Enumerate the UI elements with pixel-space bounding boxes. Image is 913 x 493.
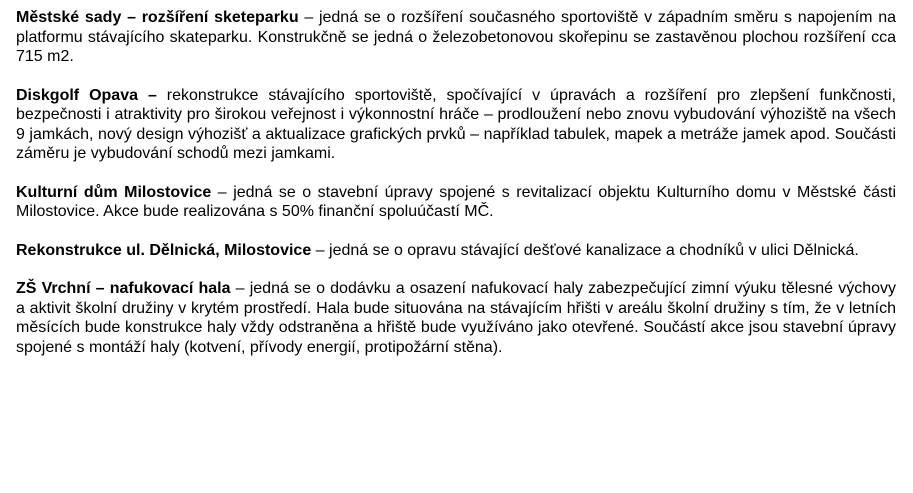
paragraph-text: – jedná se o opravu stávající dešťové kanalizace a chodníků v ulici Dělnická. (311, 241, 859, 259)
paragraph-title: Diskgolf Opava – (16, 86, 157, 104)
paragraph-text: – jedná se o stavební úpravy spojené s revitalizací objektu Kulturního domu v Městské části Milostovice. Akce bude realizována s 50% finanční spoluúčastí MČ. (16, 183, 896, 220)
paragraph-skatepark (16, 8, 896, 67)
document-body (16, 8, 896, 376)
paragraph-title: Rekonstrukce ul. Dělnická, Milostovice (16, 241, 312, 259)
paragraph-zs-vrchni (16, 279, 896, 357)
paragraph-text: – jedná se o dodávku a osazení nafukovací haly zabezpečující zimní výuku tělesné výchovy a aktivit školní družiny v krytém prostředí. Hala bude situována na stávajícím hřišti v areálu školní družiny s tím, že v letních měsících bude konstrukce haly vždy odstraněna a hřiště bude využíváno jako otevřené. Součástí akce jsou stavební úpravy spojené s montáží haly (kotvení, přívody energií, protipožární stěna). (16, 280, 896, 356)
paragraph-title: Městské sady – rozšíření sketeparku (16, 9, 299, 26)
paragraph-kulturni-dum (16, 183, 896, 222)
paragraph-delnicka (16, 241, 896, 261)
paragraph-text: rekonstrukce stávajícího sportoviště, spočívající v úpravách a rozšíření pro zlepšení funkčnosti, bezpečnosti i atraktivity pro širokou veřejnost i výkonnostní hráče – prodloužení nebo znovu vybudování výhoziště na všech 9 jamkách, nový design výhozišť a aktualizace grafických prvků – například tabulek, mapek a metráže jamek apod. Součásti záměru je vybudování schodů mezi jamkami. (16, 86, 896, 162)
paragraph-text: – jedná se o rozšíření současného sportoviště v západním směru s napojením na platformu stávajícího skateparku. Konstrukčně se jedná o železobetonovou skořepinu se zastavěnou plochou rozšíření cca 715 m2. (16, 9, 897, 65)
paragraph-title: ZŠ Vrchní – nafukovací hala (16, 280, 231, 297)
paragraph-title: Kulturní dům Milostovice (16, 183, 212, 201)
paragraph-diskgolf (16, 86, 896, 164)
